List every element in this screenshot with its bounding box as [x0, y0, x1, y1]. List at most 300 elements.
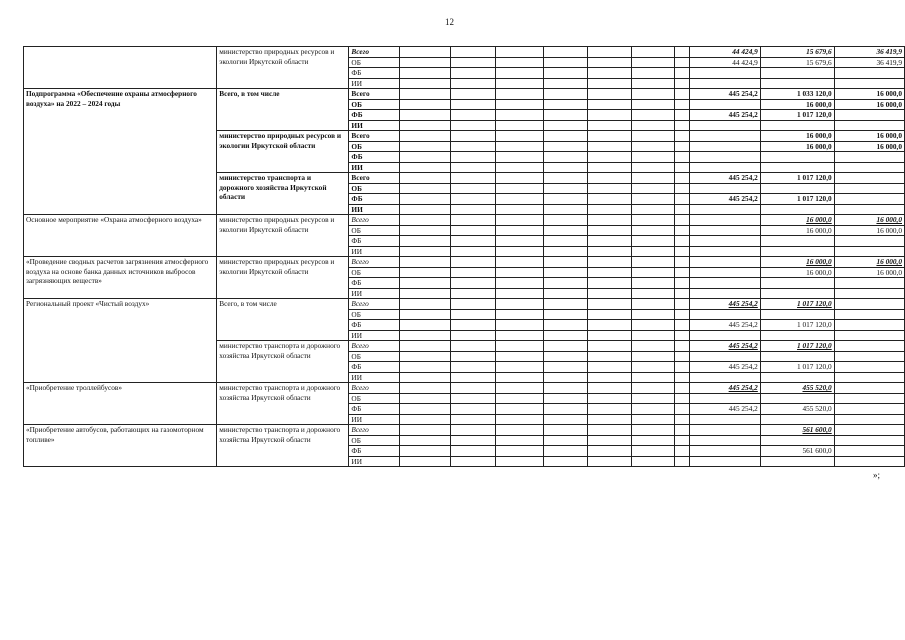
- empty-cell: [543, 435, 587, 446]
- executor-cell: министерство природных ресурсов и экологии Иркутской области: [217, 47, 349, 89]
- empty-cell: [400, 393, 451, 404]
- executor-cell: Всего, в том числе: [217, 89, 349, 131]
- empty-cell: [495, 372, 543, 383]
- empty-cell: [495, 320, 543, 331]
- empty-cell: [587, 372, 631, 383]
- amount-cell: 445 254,2: [690, 341, 761, 352]
- funding-source-cell: ОБ: [349, 141, 400, 152]
- empty-cell: [632, 435, 674, 446]
- empty-cell: [587, 120, 631, 131]
- empty-cell: [543, 257, 587, 268]
- empty-cell: [400, 162, 451, 173]
- empty-cell: [587, 257, 631, 268]
- empty-cell: [632, 246, 674, 257]
- funding-source-cell: ИИ: [349, 456, 400, 467]
- executor-cell: министерство транспорта и дорожного хозяйства Иркутской области: [217, 383, 349, 425]
- empty-cell: [674, 309, 690, 320]
- amount-cell: [834, 152, 904, 163]
- empty-cell: [587, 267, 631, 278]
- table-row: [24, 47, 905, 58]
- funding-source-cell: ФБ: [349, 362, 400, 373]
- empty-cell: [400, 78, 451, 89]
- empty-cell: [451, 299, 495, 310]
- empty-cell: [495, 131, 543, 142]
- closing-quote-mark: »;: [873, 470, 881, 480]
- funding-source-cell: ФБ: [349, 152, 400, 163]
- empty-cell: [451, 456, 495, 467]
- empty-cell: [674, 162, 690, 173]
- amount-cell: [834, 393, 904, 404]
- empty-cell: [400, 152, 451, 163]
- empty-cell: [400, 204, 451, 215]
- executor-cell: Всего, в том числе: [217, 299, 349, 341]
- funding-source-cell: ФБ: [349, 446, 400, 457]
- amount-cell: [690, 120, 761, 131]
- funding-source-cell: Всего: [349, 257, 400, 268]
- funding-source-cell: Всего: [349, 215, 400, 226]
- amount-cell: 445 254,2: [690, 110, 761, 121]
- executor-cell: министерство природных ресурсов и экологии Иркутской области: [217, 131, 349, 173]
- amount-cell: 561 600,0: [760, 425, 834, 436]
- empty-cell: [587, 362, 631, 373]
- empty-cell: [495, 120, 543, 131]
- empty-cell: [587, 278, 631, 289]
- empty-cell: [451, 215, 495, 226]
- empty-cell: [587, 89, 631, 100]
- empty-cell: [674, 78, 690, 89]
- empty-cell: [632, 68, 674, 79]
- funding-source-cell: ОБ: [349, 393, 400, 404]
- empty-cell: [495, 99, 543, 110]
- empty-cell: [543, 383, 587, 394]
- empty-cell: [400, 383, 451, 394]
- amount-cell: [834, 236, 904, 247]
- empty-cell: [400, 267, 451, 278]
- empty-cell: [632, 215, 674, 226]
- empty-cell: [674, 278, 690, 289]
- amount-cell: 15 679,6: [760, 57, 834, 68]
- funding-source-cell: Всего: [349, 341, 400, 352]
- empty-cell: [451, 246, 495, 257]
- empty-cell: [543, 236, 587, 247]
- empty-cell: [451, 110, 495, 121]
- amount-cell: [834, 456, 904, 467]
- empty-cell: [543, 246, 587, 257]
- amount-cell: [690, 330, 761, 341]
- empty-cell: [674, 288, 690, 299]
- funding-source-cell: Всего: [349, 47, 400, 58]
- empty-cell: [495, 299, 543, 310]
- program-name-cell: Основное мероприятие «Охрана атмосферного воздуха»: [24, 215, 217, 257]
- amount-cell: [760, 68, 834, 79]
- funding-source-cell: ИИ: [349, 204, 400, 215]
- amount-cell: [834, 288, 904, 299]
- amount-cell: 16 000,0: [834, 225, 904, 236]
- empty-cell: [587, 68, 631, 79]
- empty-cell: [674, 204, 690, 215]
- empty-cell: [495, 351, 543, 362]
- amount-cell: [834, 330, 904, 341]
- amount-cell: [834, 120, 904, 131]
- amount-cell: 1 017 120,0: [760, 299, 834, 310]
- amount-cell: [690, 152, 761, 163]
- empty-cell: [543, 110, 587, 121]
- empty-cell: [587, 456, 631, 467]
- amount-cell: [760, 351, 834, 362]
- amount-cell: 561 600,0: [760, 446, 834, 457]
- empty-cell: [451, 351, 495, 362]
- empty-cell: [674, 225, 690, 236]
- amount-cell: [760, 330, 834, 341]
- funding-source-cell: Всего: [349, 131, 400, 142]
- empty-cell: [543, 194, 587, 205]
- amount-cell: 455 520,0: [760, 404, 834, 415]
- empty-cell: [451, 89, 495, 100]
- funding-source-cell: ОБ: [349, 351, 400, 362]
- empty-cell: [674, 456, 690, 467]
- amount-cell: 16 000,0: [760, 141, 834, 152]
- empty-cell: [587, 173, 631, 184]
- empty-cell: [543, 330, 587, 341]
- amount-cell: [760, 246, 834, 257]
- program-name-cell: «Проведение сводных расчетов загрязнения атмосферного воздуха на основе банка данных источников выбросов загрязняющих веществ»: [24, 257, 217, 299]
- amount-cell: [690, 456, 761, 467]
- empty-cell: [451, 141, 495, 152]
- empty-cell: [451, 99, 495, 110]
- funding-source-cell: ФБ: [349, 278, 400, 289]
- amount-cell: [690, 288, 761, 299]
- empty-cell: [543, 78, 587, 89]
- empty-cell: [451, 309, 495, 320]
- empty-cell: [495, 446, 543, 457]
- funding-source-cell: ОБ: [349, 57, 400, 68]
- table-row: [24, 89, 905, 100]
- amount-cell: 15 679,6: [760, 47, 834, 58]
- empty-cell: [543, 425, 587, 436]
- empty-cell: [632, 131, 674, 142]
- amount-cell: [834, 162, 904, 173]
- empty-cell: [451, 425, 495, 436]
- empty-cell: [674, 414, 690, 425]
- empty-cell: [632, 89, 674, 100]
- empty-cell: [543, 351, 587, 362]
- funding-source-cell: ИИ: [349, 330, 400, 341]
- empty-cell: [632, 162, 674, 173]
- amount-cell: [760, 204, 834, 215]
- empty-cell: [400, 299, 451, 310]
- amount-cell: [690, 414, 761, 425]
- empty-cell: [495, 152, 543, 163]
- empty-cell: [674, 404, 690, 415]
- empty-cell: [632, 183, 674, 194]
- empty-cell: [400, 236, 451, 247]
- amount-cell: [690, 204, 761, 215]
- empty-cell: [400, 99, 451, 110]
- empty-cell: [674, 236, 690, 247]
- empty-cell: [495, 257, 543, 268]
- empty-cell: [543, 131, 587, 142]
- empty-cell: [451, 57, 495, 68]
- amount-cell: 445 254,2: [690, 383, 761, 394]
- empty-cell: [587, 330, 631, 341]
- program-name-cell: [24, 47, 217, 89]
- amount-cell: [690, 267, 761, 278]
- empty-cell: [587, 183, 631, 194]
- amount-cell: 16 000,0: [760, 215, 834, 226]
- empty-cell: [632, 309, 674, 320]
- empty-cell: [495, 78, 543, 89]
- amount-cell: [834, 78, 904, 89]
- empty-cell: [674, 362, 690, 373]
- empty-cell: [674, 194, 690, 205]
- empty-cell: [400, 57, 451, 68]
- amount-cell: [834, 372, 904, 383]
- table-row: [24, 383, 905, 394]
- empty-cell: [543, 414, 587, 425]
- empty-cell: [451, 204, 495, 215]
- empty-cell: [400, 372, 451, 383]
- empty-cell: [451, 383, 495, 394]
- empty-cell: [587, 446, 631, 457]
- empty-cell: [674, 47, 690, 58]
- empty-cell: [451, 183, 495, 194]
- empty-cell: [495, 267, 543, 278]
- empty-cell: [400, 362, 451, 373]
- amount-cell: 44 424,9: [690, 57, 761, 68]
- empty-cell: [495, 404, 543, 415]
- empty-cell: [632, 267, 674, 278]
- amount-cell: [834, 204, 904, 215]
- empty-cell: [543, 372, 587, 383]
- empty-cell: [495, 393, 543, 404]
- amount-cell: 1 017 120,0: [760, 173, 834, 184]
- empty-cell: [632, 225, 674, 236]
- amount-cell: 16 000,0: [760, 267, 834, 278]
- empty-cell: [632, 425, 674, 436]
- empty-cell: [632, 414, 674, 425]
- empty-cell: [632, 456, 674, 467]
- empty-cell: [674, 299, 690, 310]
- amount-cell: [690, 278, 761, 289]
- empty-cell: [495, 435, 543, 446]
- funding-source-cell: ОБ: [349, 267, 400, 278]
- empty-cell: [587, 383, 631, 394]
- amount-cell: [834, 246, 904, 257]
- empty-cell: [543, 341, 587, 352]
- amount-cell: [690, 68, 761, 79]
- funding-source-cell: ОБ: [349, 435, 400, 446]
- amount-cell: [690, 225, 761, 236]
- amount-cell: [690, 215, 761, 226]
- empty-cell: [400, 446, 451, 457]
- empty-cell: [543, 320, 587, 331]
- empty-cell: [587, 47, 631, 58]
- empty-cell: [400, 246, 451, 257]
- program-name-cell: Подпрограмма «Обеспечение охраны атмосферного воздуха» на 2022 – 2024 годы: [24, 89, 217, 215]
- amount-cell: [760, 456, 834, 467]
- funding-source-cell: Всего: [349, 383, 400, 394]
- empty-cell: [674, 320, 690, 331]
- funding-source-cell: ИИ: [349, 288, 400, 299]
- empty-cell: [495, 309, 543, 320]
- empty-cell: [400, 435, 451, 446]
- empty-cell: [400, 173, 451, 184]
- empty-cell: [543, 173, 587, 184]
- empty-cell: [587, 141, 631, 152]
- amount-cell: [690, 372, 761, 383]
- amount-cell: [834, 320, 904, 331]
- amount-cell: [834, 425, 904, 436]
- executor-cell: министерство транспорта и дорожного хозяйства Иркутской области: [217, 173, 349, 215]
- funding-source-cell: ОБ: [349, 99, 400, 110]
- amount-cell: [834, 435, 904, 446]
- empty-cell: [451, 288, 495, 299]
- amount-cell: [760, 288, 834, 299]
- empty-cell: [451, 278, 495, 289]
- empty-cell: [400, 120, 451, 131]
- amount-cell: 44 424,9: [690, 47, 761, 58]
- amount-cell: [834, 278, 904, 289]
- empty-cell: [400, 257, 451, 268]
- funding-source-cell: ФБ: [349, 404, 400, 415]
- empty-cell: [587, 309, 631, 320]
- amount-cell: [834, 351, 904, 362]
- empty-cell: [674, 393, 690, 404]
- empty-cell: [632, 257, 674, 268]
- empty-cell: [632, 446, 674, 457]
- empty-cell: [451, 404, 495, 415]
- empty-cell: [400, 330, 451, 341]
- amount-cell: [690, 425, 761, 436]
- table-row: [24, 257, 905, 268]
- empty-cell: [674, 267, 690, 278]
- amount-cell: [760, 152, 834, 163]
- empty-cell: [451, 194, 495, 205]
- amount-cell: 445 254,2: [690, 173, 761, 184]
- empty-cell: [400, 215, 451, 226]
- page-number: 12: [445, 17, 454, 27]
- empty-cell: [451, 120, 495, 131]
- empty-cell: [451, 330, 495, 341]
- funding-source-cell: ИИ: [349, 162, 400, 173]
- empty-cell: [495, 89, 543, 100]
- empty-cell: [400, 47, 451, 58]
- amount-cell: [760, 393, 834, 404]
- empty-cell: [674, 435, 690, 446]
- empty-cell: [495, 57, 543, 68]
- empty-cell: [587, 435, 631, 446]
- empty-cell: [632, 278, 674, 289]
- amount-cell: [690, 257, 761, 268]
- amount-cell: [690, 141, 761, 152]
- empty-cell: [632, 141, 674, 152]
- empty-cell: [495, 204, 543, 215]
- empty-cell: [587, 299, 631, 310]
- empty-cell: [451, 435, 495, 446]
- empty-cell: [400, 404, 451, 415]
- empty-cell: [451, 162, 495, 173]
- amount-cell: 16 000,0: [834, 141, 904, 152]
- funding-source-cell: Всего: [349, 173, 400, 184]
- empty-cell: [400, 414, 451, 425]
- amount-cell: [834, 414, 904, 425]
- empty-cell: [451, 372, 495, 383]
- empty-cell: [587, 204, 631, 215]
- empty-cell: [632, 78, 674, 89]
- empty-cell: [674, 57, 690, 68]
- empty-cell: [400, 225, 451, 236]
- amount-cell: [834, 194, 904, 205]
- empty-cell: [674, 99, 690, 110]
- empty-cell: [674, 372, 690, 383]
- amount-cell: 16 000,0: [834, 131, 904, 142]
- empty-cell: [400, 309, 451, 320]
- empty-cell: [674, 383, 690, 394]
- amount-cell: 445 254,2: [690, 89, 761, 100]
- executor-cell: министерство природных ресурсов и экологии Иркутской области: [217, 257, 349, 299]
- amount-cell: 16 000,0: [834, 89, 904, 100]
- funding-source-cell: ИИ: [349, 372, 400, 383]
- empty-cell: [543, 288, 587, 299]
- empty-cell: [632, 404, 674, 415]
- empty-cell: [543, 456, 587, 467]
- empty-cell: [400, 425, 451, 436]
- amount-cell: 445 254,2: [690, 404, 761, 415]
- empty-cell: [495, 141, 543, 152]
- amount-cell: [760, 236, 834, 247]
- empty-cell: [543, 278, 587, 289]
- empty-cell: [495, 194, 543, 205]
- empty-cell: [400, 288, 451, 299]
- amount-cell: 16 000,0: [834, 99, 904, 110]
- empty-cell: [400, 131, 451, 142]
- empty-cell: [632, 351, 674, 362]
- amount-cell: 445 254,2: [690, 299, 761, 310]
- empty-cell: [587, 162, 631, 173]
- empty-cell: [543, 68, 587, 79]
- empty-cell: [632, 57, 674, 68]
- empty-cell: [632, 341, 674, 352]
- amount-cell: [760, 120, 834, 131]
- amount-cell: 16 000,0: [834, 257, 904, 268]
- empty-cell: [632, 372, 674, 383]
- funding-source-cell: ОБ: [349, 225, 400, 236]
- empty-cell: [495, 383, 543, 394]
- empty-cell: [587, 288, 631, 299]
- empty-cell: [587, 393, 631, 404]
- empty-cell: [495, 330, 543, 341]
- empty-cell: [632, 383, 674, 394]
- amount-cell: 1 017 120,0: [760, 362, 834, 373]
- amount-cell: [760, 372, 834, 383]
- empty-cell: [543, 362, 587, 373]
- empty-cell: [495, 68, 543, 79]
- empty-cell: [495, 215, 543, 226]
- amount-cell: 1 033 120,0: [760, 89, 834, 100]
- empty-cell: [451, 257, 495, 268]
- empty-cell: [495, 173, 543, 184]
- executor-cell: министерство транспорта и дорожного хозяйства Иркутской области: [217, 341, 349, 383]
- empty-cell: [543, 152, 587, 163]
- empty-cell: [587, 320, 631, 331]
- empty-cell: [632, 173, 674, 184]
- empty-cell: [632, 194, 674, 205]
- empty-cell: [400, 194, 451, 205]
- funding-source-cell: ИИ: [349, 414, 400, 425]
- empty-cell: [451, 78, 495, 89]
- amount-cell: 16 000,0: [834, 215, 904, 226]
- table-row: [24, 425, 905, 436]
